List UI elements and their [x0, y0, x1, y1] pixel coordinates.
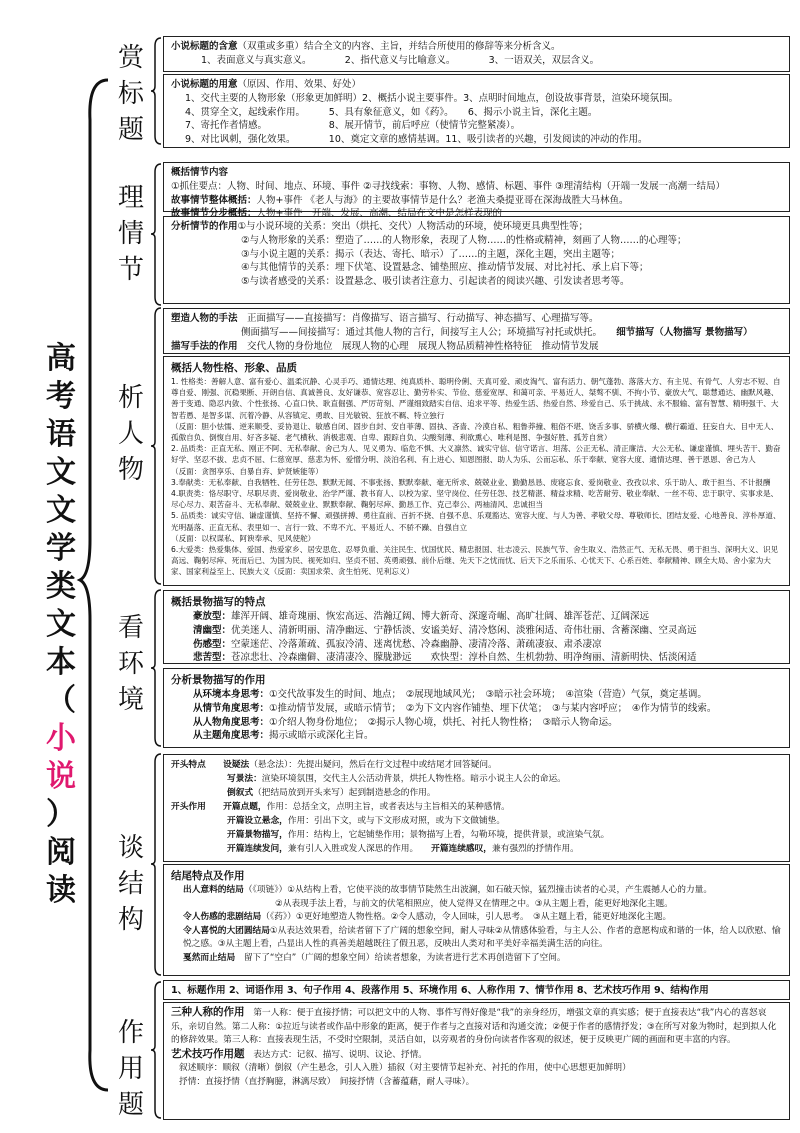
box-text: 侧面描写——间接描写：通过其他人物的言行，间接写主人公；环境描写衬托或烘托。	[241, 326, 598, 338]
box-text: 表达方式：记叙、描写、说明、议论、抒情。	[253, 1049, 427, 1060]
box-text: ③与小说主题的关系：揭示（表达、寄托、暗示）了……的主题，深化主题，突出主题等；	[241, 248, 621, 260]
box-heading: 开头特点	[171, 760, 206, 770]
row-key: 写景法：	[227, 774, 262, 784]
title-char: 本	[46, 645, 76, 680]
box-text: 4、贯穿全文，起线索作用。 5、具有象征意义，如《药》。 6、揭示小说主旨，深化主题。	[185, 106, 598, 118]
title-char: 文	[46, 607, 76, 642]
title-char: 类	[46, 569, 76, 604]
row-value: （把结局放到开头来写）起到制造悬念的作用。	[253, 788, 436, 798]
section-char: 人	[117, 419, 144, 449]
main-brace	[78, 60, 112, 1100]
row-value: 留下了“空白”（广阔的想象空间）给读者想象，为读者进行艺术再创造留下了空间。	[243, 952, 566, 963]
row-key: 设疑法	[223, 760, 250, 770]
box-text: （原因、作用、效果、好处）	[237, 79, 362, 90]
title-char: 文	[46, 455, 76, 490]
plot-function-box	[163, 216, 790, 304]
sub-brace	[150, 36, 162, 146]
box-text: 抒情：直接抒情（直抒胸臆，淋漓尽致） 间接抒情（含蓄蕴藉，耐人寻味）。	[179, 1076, 475, 1087]
row-value: 兼有引人入胜或发人深思的作用。	[287, 844, 414, 854]
sub-brace	[150, 752, 162, 977]
box-paragraph: 1. 性格类：善解人意、富有爱心、温柔沉静、心灵手巧、通情达理、纯真质朴、聪明伶俐、天真可爱、顽皮淘气、富有活力、朝气蓬勃、落落大方、有主见、有骨气、人穷志不短、自尊自爱、刚强、沉稳果断、开朗自信、真诚善良、友好谦恭、宽容忍让、勤劳朴实、节俭、慈爱宽厚、和蔼可亲、平易近人、桀骜不驯、不拘小节、豪放大气、聪慧通达、幽默风趣、善于变通、隐忍内敛、个性张扬、心直口快、耿直倔强、严厉苛刻、严谨细致踏实自信、追求平等、热爱生活、热爱自然、珍爱自己、乐于挑战、永不服输、富有智慧、精明强干、大智若愚、是智多谋、沉着冷静、从容镇定、勇敢、目光敏锐、狂放不羁、特立独行	[171, 377, 781, 420]
box-paragraph: （反面：胆小怯懦、逆来顺受、妥协退让、敏感自闭、固步自封、安自菲薄、固执、吝啬、冷漠自私、粗鲁莽撞、粗俗不堪、饶舌多事、骄横火爆、横行霸道、狂妄自大、目中无人、孤傲自负、倒愎自用、好吝多疑、老气横秋、消极悲观、自卑、跟踪自负、尖酸刻薄、利欲熏心、唯利是图、争强好胜、孤芳自赏）	[171, 421, 779, 443]
box-text: ②与人物形象的关系：塑造了……的人物形象，表现了人物……的性格或精神，刻画了人物……的心理等；	[241, 234, 687, 246]
box-text: 细节描写（人物描写 景物描写）	[616, 326, 753, 338]
section-char: 构	[117, 905, 144, 935]
title-char: 语	[46, 417, 76, 452]
sub-brace	[150, 306, 162, 586]
box-paragraph: 3.奉献类：无私奉献、自我牺牲、任劳任怨、默默无闻、不事张扬、默默奉献、毫无所求、兢兢业业、勤勤恳恳、废寝忘食、爱岗敬业、孜孜以求、乐于助人、敢于担当、不计报酬	[171, 477, 771, 487]
section-char: 题	[117, 115, 144, 145]
function-types-box	[163, 980, 790, 1000]
row-key: 悲苦型：	[193, 652, 232, 664]
row-key: 伤感型：	[193, 638, 232, 650]
title-char-highlight: 小	[46, 721, 76, 756]
row-key: 开篇点题，	[223, 802, 267, 812]
box-heading: 描写手法的作用	[171, 340, 238, 352]
row-value: 空蒙迷茫、冷落萧疏、孤寂冷清、迷离忧愁、冷森幽静、凄清冷落、萧疏凄寂、肃杀凄凉	[231, 638, 602, 650]
box-heading: 开头作用	[171, 802, 206, 812]
row-key: 戛然而止结局	[183, 952, 236, 963]
box-heading: 故事情节整体概括：	[171, 194, 257, 206]
title-meaning-box	[163, 36, 790, 72]
title-char-highlight: 说	[46, 759, 76, 794]
row-value: （悬念法）：先提出疑问，然后在行文过程中或结尾才回答疑问。	[249, 760, 497, 770]
section-label-title	[108, 40, 154, 148]
row-key: 令人伤感的悲剧结局	[183, 912, 262, 923]
section-label-environment	[108, 610, 154, 718]
box-text: 叙述顺序：顺叙（清晰）倒叙（产生悬念，引人入胜）插叙（对主要情节起补充、衬托的作用，使中心思想更加鲜明）	[179, 1063, 631, 1074]
box-paragraph: （反面：贪图享乐、自暴自弃、妒贤嫉能等）	[171, 466, 323, 476]
section-char: 谈	[117, 833, 144, 863]
row-value: ②从表现手法上看，与前文的伏笔相照应，使人觉得又在情理之中。③从主题上看，能更好地深化主题。	[275, 898, 673, 909]
box-heading: 概括人物性格、形象、品质	[171, 362, 297, 374]
section-char: 用	[117, 1054, 144, 1084]
box-heading: 艺术技巧作用题	[171, 1047, 245, 1060]
row-value: ①介绍人物身份地位； ②揭示人物心境，烘托、衬托人物性格； ③暗示人物命运。	[269, 716, 618, 728]
character-traits-box	[163, 356, 790, 586]
row-key: 开篇连续感叹，	[431, 844, 492, 854]
box-text: ①抓住要点：人物、时间、地点、环境、事件 ②寻找线索：事物、人物、感情、标题、事件 ③理清结构（开端一发展一高潮一结局）	[171, 180, 726, 192]
row-key: 开篇连续发问，	[227, 844, 288, 854]
section-char: 节	[117, 255, 144, 285]
box-heading: 分析情节的作用	[171, 221, 238, 232]
row-key: 豪放型：	[193, 611, 232, 622]
box-paragraph: 5. 品质类：诚实守信、谦虚谨慎、坚持不懈、顽强拼搏、勇往直前、百折不挠、自强不息、乐观豁达、宽容大度、与人为善、孝敬父母、尊敬师长、团结友爱、心地善良、淳朴厚道、光明磊落、正直无私、表里如一、言行一致、不卑不亢、平易近人、不骄不躁、自强自立	[171, 511, 781, 532]
sub-brace	[150, 980, 162, 1120]
row-value: 兼有强烈的抒情作用。	[491, 844, 579, 854]
section-char: 物	[117, 455, 144, 485]
box-paragraph: 6.大爱类：热爱集体、爱国、热爱家乡、居安思危、忍辱负重、关注民生、忧国忧民、精忠报国、壮志凌云、民族气节、舍生取义、浩然正气、无私无畏、勇于担当、深明大义、识见高远、鞠躬尽瘁、死而后已、为国为民、视死如归、坚贞不屈、英勇顽强、前仆后继、先天下之忧而忧、后天下之乐而乐、心忧天下、心系百姓、奉献精神、顾全大局、舍小家为大家、国家利益至上、民族大义（反面：卖国求荣、贪生怕死、见利忘义）	[171, 545, 779, 577]
box-text: 正面描写——直接描写：肖像描写、语言描写、行动描写、神态描写、心理描写等。	[247, 313, 599, 324]
row-key: 从情节角度思考：	[193, 702, 270, 714]
section-char: 题	[117, 1090, 144, 1120]
box-text: 9、对比讽刺，强化效果。 10、奠定文章的感情基调。11、吸引读者的兴趣，引发阅读的冲动的作用。	[185, 134, 648, 146]
row-key: 令人喜悦的大团圆结局	[183, 925, 270, 936]
section-label-plot	[108, 180, 154, 288]
box-text: ①与小说环境的关系：突出（烘托、交代）人物活动的环境，使环境更具典型性等；	[237, 221, 589, 232]
section-char: 情	[117, 219, 144, 249]
box-text: 1、表面意义与真实意义。 2、指代意义与比喻意义。 3、一语双关，双层含义。	[201, 54, 600, 66]
section-char: 境	[117, 685, 144, 715]
section-char: 作	[117, 1018, 144, 1048]
section-char: 理	[117, 183, 144, 213]
row-value: （《药》）①更好地塑造人物性格。②令人感动，令人回味，引人思考。 ③从主题上看，能更好地深化主题。	[261, 912, 672, 923]
box-heading: 概括情节内容	[171, 167, 229, 178]
row-key: 从人物角度思考：	[193, 716, 270, 728]
sub-brace	[150, 588, 162, 748]
title-char: 读	[46, 873, 76, 908]
title-char: 学	[46, 531, 76, 566]
row-value: 作用：结构上，它起铺垫作用；景物描写上看，勾勒环境，提供背景，或渲染气氛。	[287, 830, 610, 840]
box-heading: 概括景物描写的特点	[171, 596, 266, 608]
row-key: 从主题角度思考：	[193, 730, 270, 742]
title-char: 高	[46, 341, 76, 376]
section-label-function	[108, 1015, 154, 1123]
row-value: 雄浑开阔、雄奇瑰丽、恢宏高远、浩瀚辽阔、博大新奇、深邃奇崛、高旷壮阔、雄浑苍茫、辽阔深远	[231, 611, 650, 622]
row-value: ①推动情节发展，或暗示情节； ②为下文内容作铺垫、埋下伏笔； ③与某内容呼应； ④作为情节的线索。	[269, 702, 717, 714]
row-key: 开篇景物描写，	[227, 830, 288, 840]
opening-box	[163, 754, 790, 862]
row-value: 优美迷人、清新明丽、清净幽远、宁静恬淡、安谧美好、清冷悠闲、淡雅闲适、奇伟壮丽、含蓄深幽、空灵高远	[231, 624, 697, 636]
box-heading: 分析景物描写的作用	[171, 674, 266, 686]
ending-box	[163, 864, 790, 976]
box-paragraph: 2. 品质类：正直无私、刚正不阿、无私奉献、舍己为人、见义勇为、临危不惧、大义凛然、诚实守信、信守诺言、坦荡、公正无私、清正廉洁、大公无私、谦虚谨慎、埋头苦干、勤奋好学、坚忍不拔、忠贞不屈、仁慈宽厚、慈悲为怀、爱憎分明、淡泊名利、有上进心、知恩图报、助人为乐、公而忘私、乐于奉献、宽容大度、通情达理、善于恩恩、舍己为人	[171, 444, 781, 465]
row-value: 作用：引出下文，或与下文形成对照，或为下文做铺垫。	[287, 816, 505, 826]
title-char: 考	[46, 379, 76, 414]
narrative-function-box	[163, 1002, 790, 1120]
title-char: ）	[46, 797, 76, 832]
row-value: 苍凉悲壮、冷森幽僻、凄清凄冷、朦胧渺远 欢快型：淳朴自然、生机勃勃、明净绚丽、清新明快、恬淡闲适	[231, 652, 697, 664]
box-text: 人物+事件 《老人与海》的主要故事情节是什么？老渔夫桑提亚哥在深海战胜大马林鱼。	[256, 194, 629, 206]
row-key: 出人意料的结局	[183, 885, 244, 895]
row-key: 从环境本身思考：	[193, 689, 270, 700]
section-char: 结	[117, 869, 144, 899]
section-char: 析	[117, 383, 144, 413]
box-text: 人物+事件 开端、发展、高潮、结局在文中是怎样表现的	[256, 208, 502, 220]
section-label-structure	[108, 830, 154, 938]
box-heading: 三种人称的作用	[171, 1006, 245, 1018]
box-paragraph: 4.职责类：恪尽职守、尽职尽责、爱岗敬业、治学严谨、教书育人、以校为家、坚守岗位、任劳任怨、技艺精湛、精益求精、吃苦耐劳、敬业奉献、一丝不苟、忠于职守、实事求是、尽心尽力、艰苦奋斗、无私奉献、兢兢业业、默默奉献、鞠躬尽瘁、勤恳工作、克己奉公、两袖清风、忠诚担当	[171, 489, 779, 510]
box-text: 1、交代主要的人物形象（形象更加鲜明）2、概括小说主要事件。3、点明时间地点，创设故事背景，渲染环境氛围。	[185, 92, 679, 104]
title-purpose-box	[163, 74, 790, 148]
box-heading: 小说标题的用意	[171, 79, 238, 90]
main-title	[42, 340, 80, 910]
row-value: （《项链》）①从结构上看，它使平淡的故事情节陡然生出波澜，如石破天惊，猛烈撞击读者的心灵，产生震撼人心的力量。	[243, 885, 713, 895]
scenery-features-box	[163, 590, 790, 664]
row-key: 倒叙式	[227, 788, 254, 798]
box-text: ⑤与读者感受的关系：设置悬念、吸引读者注意力、引起读者的阅读兴趣、引发读者思考等。	[241, 276, 630, 288]
row-value: 渲染环境氛围，交代主人公活动背景，烘托人物性格。暗示小说主人公的命运。	[261, 774, 566, 784]
row-value: 揭示或暗示或深化主旨。	[269, 730, 374, 742]
row-key: 开篇设立悬念，	[227, 816, 288, 826]
box-text: ④与其他情节的关系：埋下伏笔、设置悬念、铺垫照应、推动情节发展、对比衬托、承上启下等；	[241, 262, 649, 274]
section-label-character	[108, 380, 154, 488]
section-char: 赏	[117, 43, 144, 73]
box-text: 交代人物的身份地位 展现人物的心理 展现人物品质精神性格特征 推动情节发展	[247, 340, 599, 352]
section-char: 环	[117, 649, 144, 679]
box-text: （双重或多重）结合全文的内容、主旨，并结合所使用的修辞等来分析含义。	[237, 41, 561, 52]
sub-brace	[150, 162, 162, 307]
box-text: 7、寄托作者情感。 8、展开情节，前后呼应（使情节完整紧凑）。	[185, 120, 521, 132]
character-method-box	[163, 308, 790, 354]
row-value: ①从表达效果看，给读者留下了广阔的想象空间，耐人寻味②从情感体验看，与主人公、作者的意愿构成和谐的一体，给人以欣慰、愉悦之感。③从主题上看，凸显出人性的真善美超越既往了假丑恶，反映出人类对和平美好幸福美满生活的向往。	[183, 925, 781, 950]
title-char: 阅	[46, 835, 76, 870]
box-paragraph: （反面：以权谋私、阿谀奉承、见风使舵）	[171, 533, 316, 543]
box-text: 第一人称：便于直接抒情；可以把文中的人物、事件写得好像是“我”的亲身经历，增强文章的真实感；便于直接表达“我”内心的喜怒哀乐，亲切自然。第二人称：①拉近与读者或作品中形象的距离，便于作者与之直接对话和沟通交流；②便于作者的感情抒发；③在所写对象为物时，起到拟人化的修辞效果。第三人称：直接表现生活，不受时空限制，灵活自如，以旁观者的身份向读者作客观的叙述，便于反映更广阔的画面和更丰富的内容。	[171, 1008, 777, 1046]
scenery-function-box	[163, 668, 790, 748]
box-heading: 1、标题作用 2、词语作用 3、句子作用 4、段落作用 5、环境作用 6、人称作用 7、情节作用 8、艺术技巧作用 9、结构作用	[171, 985, 709, 996]
box-heading: 结尾特点及作用	[171, 870, 245, 882]
box-heading: 塑造人物的手法	[171, 313, 238, 324]
section-char: 看	[117, 613, 144, 643]
title-char: 文	[46, 493, 76, 528]
title-char: （	[46, 683, 76, 718]
section-char: 标	[117, 79, 144, 109]
row-value: 作用：总括全文，点明主旨，或者表达与主旨相关的某种感情。	[266, 802, 510, 812]
box-heading: 小说标题的含意	[171, 41, 238, 52]
row-value: ①交代故事发生的时间、地点； ②展现地域风光； ③暗示社会环境； ④渲染（营造）气氛，奠定基调。	[269, 689, 707, 700]
plot-summary-box	[163, 162, 790, 220]
row-key: 清幽型：	[193, 624, 232, 636]
box-heading: 故事情节分步概括：	[171, 208, 257, 220]
